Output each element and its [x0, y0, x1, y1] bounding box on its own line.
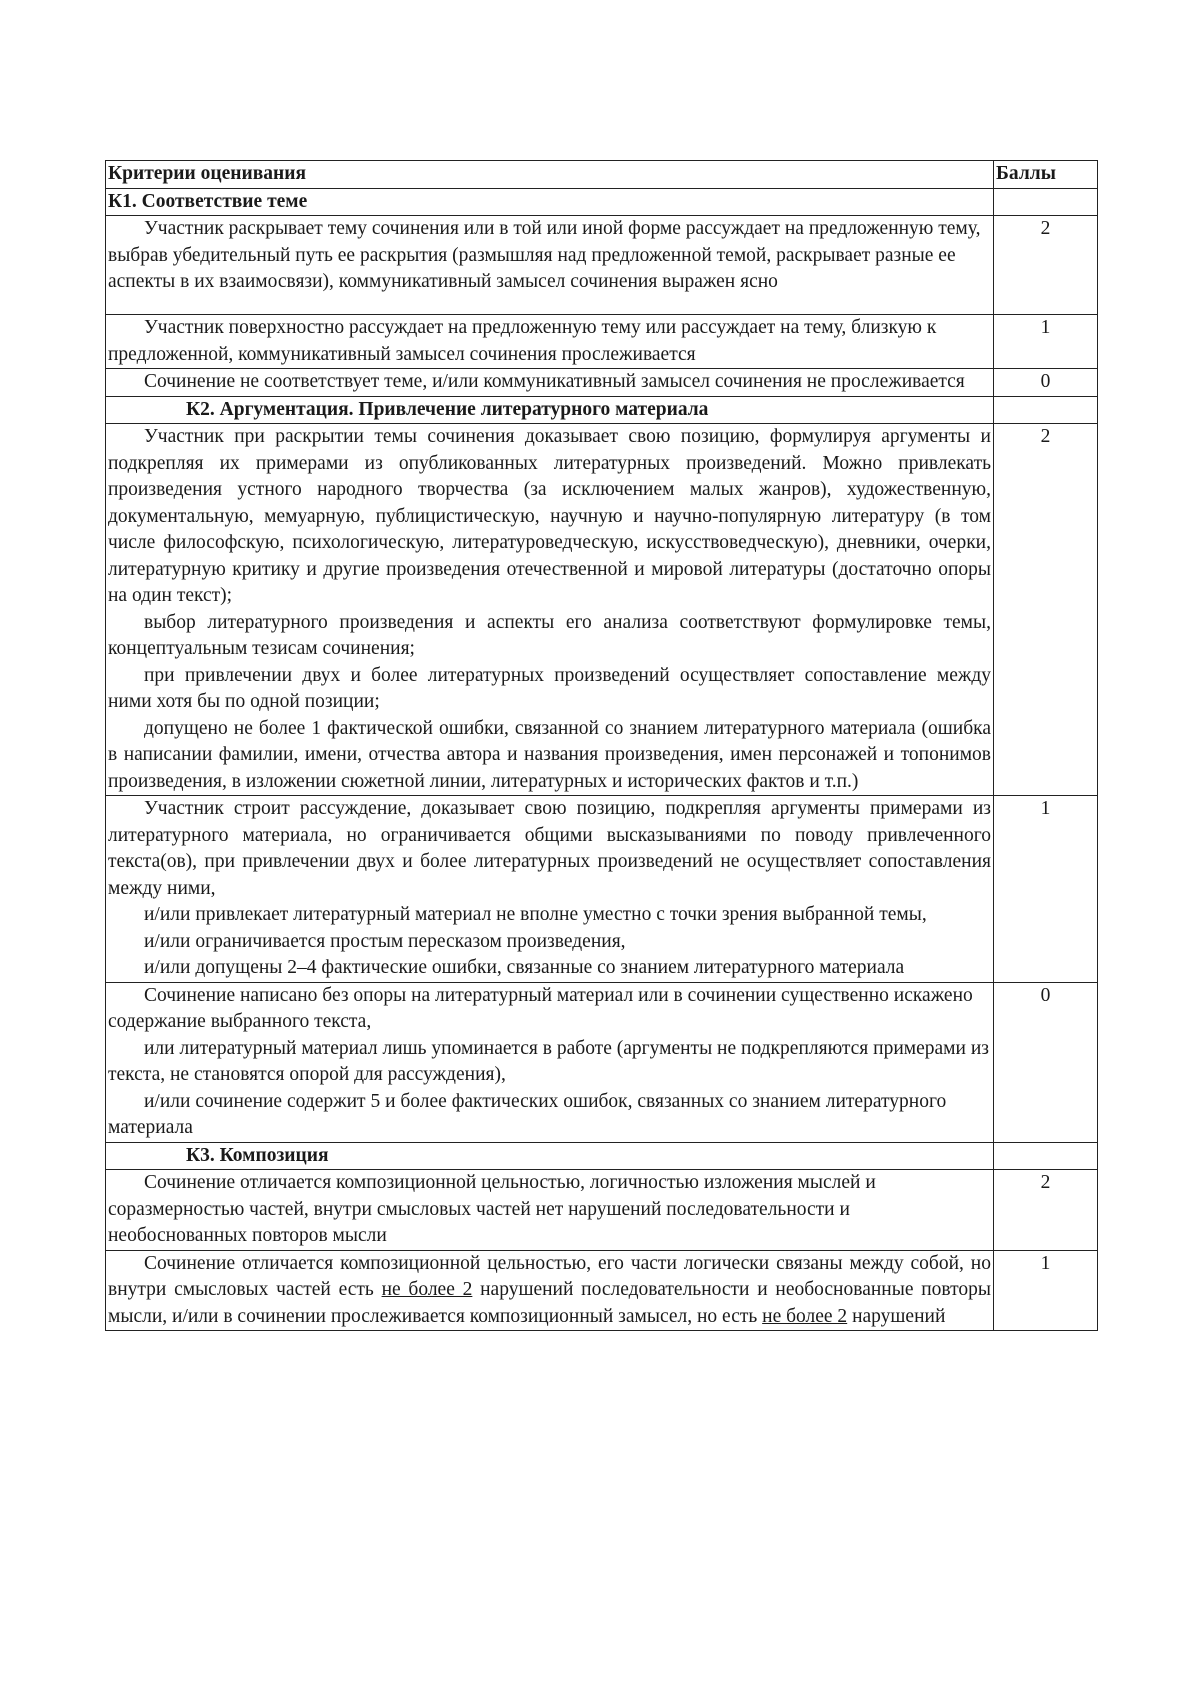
criterion-paragraph	[108, 1251, 991, 1331]
criterion-score: 0	[994, 982, 1098, 1142]
criterion-description	[106, 315, 994, 369]
underlined-limit: не более 2	[762, 1305, 848, 1327]
table-row	[106, 315, 1098, 369]
criterion-paragraph: Сочинение написано без опоры на литературный материал или в сочинении существенно искажено содержание выбранного текста,	[108, 984, 973, 1032]
table-row	[106, 1170, 1098, 1251]
criterion-text: нарушений	[852, 1305, 946, 1327]
criterion-score: 1	[994, 315, 1098, 369]
section-row-k1	[106, 188, 1098, 216]
criterion-paragraph: Сочинение отличается композиционной цельностью, логичностью изложения мыслей и соразмерностью частей, внутри смысловых частей нет нарушений последовательности и необоснованных повторов мысли	[108, 1172, 876, 1246]
criterion-paragraph: при привлечении двух и более литературных произведений осуществляет сопоставление между ними хотя бы по одной позиции;	[108, 664, 991, 712]
table-row	[106, 424, 1098, 796]
criterion-paragraph: Участник поверхностно рассуждает на предложенную тему или рассуждает на тему, близкую к предложенной, коммуникативный замысел сочинения прослеживается	[108, 317, 937, 365]
table-row	[106, 1250, 1098, 1331]
criterion-description	[106, 796, 994, 983]
criterion-description	[106, 369, 994, 397]
criteria-table	[105, 160, 1098, 1331]
criterion-score: 2	[994, 1170, 1098, 1251]
criterion-score: 2	[994, 216, 1098, 315]
criterion-description	[106, 1170, 994, 1251]
criterion-description	[106, 424, 994, 796]
criterion-paragraph: выбор литературного произведения и аспекты его анализа соответствуют формулировке темы, концептуальным тезисам сочинения;	[108, 611, 991, 659]
section-row-k2	[106, 396, 1098, 424]
criterion-score: 0	[994, 369, 1098, 397]
section-score-empty	[994, 1142, 1098, 1170]
criterion-paragraph: Сочинение не соответствует теме, и/или коммуникативный замысел сочинения не прослеживается	[144, 371, 965, 392]
criterion-score: 2	[994, 424, 1098, 796]
criterion-text: Сочинение отличается композиционной цельностью, его части логически связаны между собой, но внутри смысловых частей есть	[108, 1252, 991, 1300]
table-header-row	[106, 161, 1098, 189]
section-score-empty	[994, 188, 1098, 216]
criterion-description	[106, 216, 994, 315]
criterion-paragraph: допущено не более 1 фактической ошибки, связанной со знанием литературного материала (ошибка в написании фамилии, имени, отчества автора и названия произведения, имен персонажей и топонимов произведения, в изложении сюжетной линии, литературных и исторических фактов и т.п.)	[108, 717, 991, 792]
criterion-paragraph: Участник раскрывает тему сочинения или в той или иной форме рассуждает на предложенную тему, выбрав убедительный путь ее раскрытия (размышляя над предложенной темой, раскрывает разные ее аспекты в их взаимосвязи), коммуникативный замысел сочинения выражен ясно	[108, 218, 981, 292]
header-criteria: Критерии оценивания	[106, 161, 994, 189]
criterion-paragraph: и/или допущены 2–4 фактические ошибки, связанные со знанием литературного материала	[144, 957, 905, 978]
table-row	[106, 796, 1098, 983]
section-row-k3	[106, 1142, 1098, 1170]
criterion-description	[106, 1250, 994, 1331]
criterion-paragraph: Участник при раскрытии темы сочинения доказывает свою позицию, формулируя аргументы и подкрепляя их примерами из опубликованных литературных произведений. Можно привлекать произведения устного народного творчества (за исключением малых жанров), художественную, документальную, мемуарную, публицистическую, научную и научно-популярную литературу (в том числе философскую, психологическую, литературоведческую, искусствоведческую), дневники, очерки, литературную критику и другие произведения отечественной и мировой литературы (достаточно опоры на один текст);	[108, 426, 991, 606]
criterion-score: 1	[994, 1250, 1098, 1331]
underlined-limit: не более 2	[381, 1279, 473, 1300]
criterion-paragraph: Участник строит рассуждение, доказывает свою позицию, подкрепляя аргументы примерами из литературного материала, но ограничивается общими высказываниями по поводу привлеченного текста(ов), при привлечении двух и более литературных произведений не осуществляет сопоставления между ними,	[108, 798, 991, 899]
table-row	[106, 216, 1098, 315]
section-title-k1: К1. Соответствие теме	[106, 188, 994, 216]
criterion-paragraph: и/или сочинение содержит 5 и более фактических ошибок, связанных со знанием литературного материала	[108, 1090, 947, 1138]
table-row	[106, 982, 1098, 1142]
header-score: Баллы	[994, 161, 1098, 189]
criterion-paragraph: или литературный материал лишь упоминается в работе (аргументы не подкрепляются примерами из текста, не становятся опорой для рассуждения),	[108, 1037, 989, 1085]
section-title-k3: К3. Композиция	[106, 1142, 994, 1170]
criterion-text: нарушений последовательности и необоснованные повторы мысли, и/или в сочинении прослеживается композиционный замысел, но есть	[108, 1279, 991, 1327]
criterion-paragraph: и/или привлекает литературный материал не вполне уместно с точки зрения выбранной темы,	[144, 904, 927, 925]
section-score-empty	[994, 396, 1098, 424]
criterion-paragraph: и/или ограничивается простым пересказом произведения,	[144, 930, 626, 952]
table-row	[106, 369, 1098, 397]
criterion-description	[106, 982, 994, 1142]
section-title-k2: К2. Аргументация. Привлечение литературного материала	[106, 396, 994, 424]
criterion-score: 1	[994, 796, 1098, 983]
